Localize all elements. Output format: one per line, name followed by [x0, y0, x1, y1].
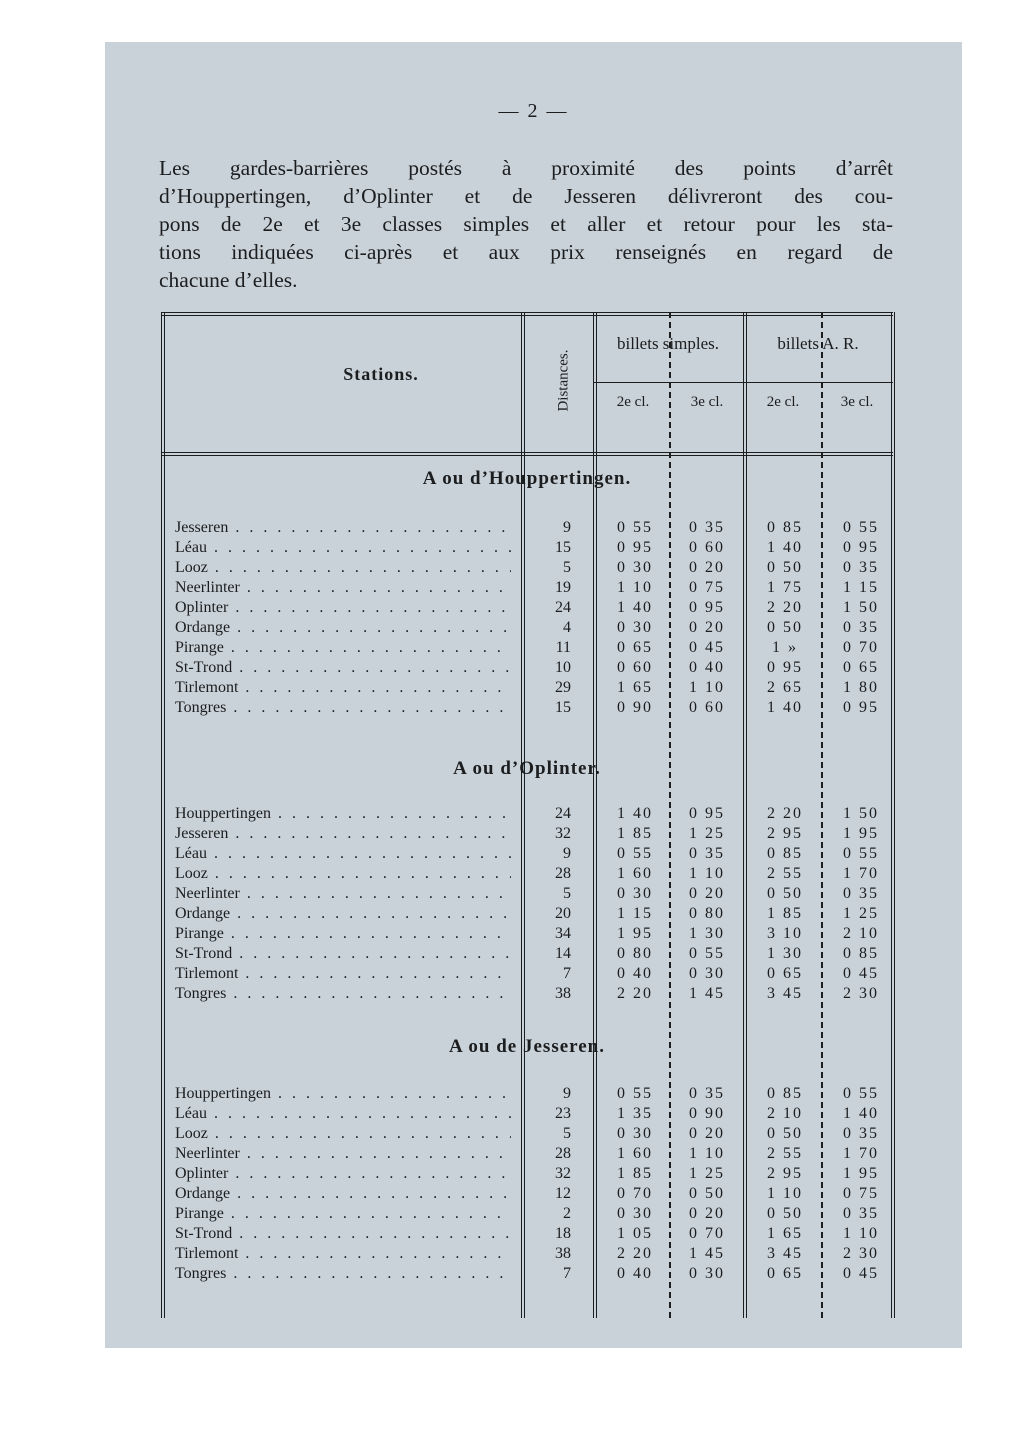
section-rows	[161, 1084, 893, 1284]
header-billets-ar: billets A. R.	[777, 334, 859, 353]
fare-ar-3e: 2 10	[843, 925, 879, 942]
intro-line: chacune d’elles.	[159, 268, 298, 292]
station-name: Oplinter . . .	[175, 598, 511, 618]
fare-simple-2e: 1 60	[617, 1145, 653, 1162]
station-name: Jesseren . . .	[175, 824, 511, 844]
table-row	[161, 964, 893, 984]
station-name: Jesseren . . .	[175, 518, 511, 538]
fare-simple-3e: 0 20	[689, 1125, 725, 1142]
fare-ar-2e: 0 50	[767, 885, 803, 902]
fare-ar-2e: 0 50	[767, 1125, 803, 1142]
distance-cell: 29	[555, 679, 571, 696]
table-row	[161, 698, 893, 718]
distance-cell: 2	[563, 1205, 571, 1222]
station-name: Tongres . . .	[175, 984, 511, 1004]
fare-ar-3e: 0 95	[843, 539, 879, 556]
fare-simple-2e: 0 65	[617, 639, 653, 656]
table-row	[161, 1244, 893, 1264]
fare-ar-2e: 0 95	[767, 659, 803, 676]
fare-ar-3e: 0 45	[843, 965, 879, 982]
distance-cell: 5	[563, 1125, 571, 1142]
fare-simple-2e: 1 10	[617, 579, 653, 596]
fare-ar-2e: 0 85	[767, 845, 803, 862]
fare-ar-3e: 0 35	[843, 619, 879, 636]
fare-simple-2e: 0 30	[617, 1205, 653, 1222]
header-billets-simples: billets simples.	[617, 334, 719, 353]
fare-ar-3e: 0 85	[843, 945, 879, 962]
station-name: Houppertingen . . .	[175, 804, 511, 824]
station-name: Tongres . . .	[175, 698, 511, 718]
station-name: Tirlemont . . .	[175, 678, 511, 698]
distance-cell: 28	[555, 865, 571, 882]
distance-cell: 7	[563, 965, 571, 982]
fare-simple-2e: 1 95	[617, 925, 653, 942]
fare-simple-3e: 0 60	[689, 699, 725, 716]
intro-line: pons de 2e et 3e classes simples et aller et retour pour les sta-	[159, 212, 893, 236]
fare-simple-3e: 0 35	[689, 519, 725, 536]
distance-cell: 7	[563, 1265, 571, 1282]
fare-ar-2e: 1 75	[767, 579, 803, 596]
fare-simple-2e: 2 20	[617, 1245, 653, 1262]
header-class: 3e cl.	[690, 394, 724, 410]
intro-line: d’Houppertingen, d’Oplinter et de Jesseren délivreront des cou-	[159, 184, 893, 208]
fare-simple-2e: 0 90	[617, 699, 653, 716]
fare-ar-2e: 3 10	[767, 925, 803, 942]
fare-ar-3e: 0 35	[843, 1205, 879, 1222]
fare-simple-3e: 1 25	[689, 825, 725, 842]
table-row	[161, 824, 893, 844]
table-row	[161, 638, 893, 658]
intro-line: tions indiquées ci-après et aux prix renseignés en regard de	[159, 240, 893, 264]
fare-ar-2e: 1 10	[767, 1185, 803, 1202]
fare-simple-2e: 0 60	[617, 659, 653, 676]
table-row	[161, 944, 893, 964]
table-row	[161, 1144, 893, 1164]
fare-simple-3e: 1 30	[689, 925, 725, 942]
table-row	[161, 1184, 893, 1204]
station-name: Houppertingen . . .	[175, 1084, 511, 1104]
fare-ar-3e: 1 80	[843, 679, 879, 696]
fare-ar-3e: 0 55	[843, 519, 879, 536]
station-name: Ordange . . .	[175, 904, 511, 924]
distance-cell: 19	[555, 579, 571, 596]
fare-ar-3e: 2 30	[843, 985, 879, 1002]
fare-simple-3e: 0 45	[689, 639, 725, 656]
fare-simple-3e: 0 95	[689, 805, 725, 822]
distance-cell: 5	[563, 559, 571, 576]
fare-simple-3e: 1 25	[689, 1165, 725, 1182]
intro-line: Les gardes-barrières postés à proximité des points d’arrêt	[159, 156, 893, 180]
table-row	[161, 658, 893, 678]
fare-ar-3e: 0 35	[843, 559, 879, 576]
fare-ar-3e: 0 35	[843, 885, 879, 902]
table-row	[161, 1264, 893, 1284]
page-number: — 2 —	[498, 100, 569, 122]
fare-simple-2e: 0 30	[617, 559, 653, 576]
distance-cell: 9	[563, 519, 571, 536]
table-row	[161, 984, 893, 1004]
station-name: St-Trond . . .	[175, 658, 511, 678]
fare-ar-2e: 3 45	[767, 1245, 803, 1262]
fare-ar-2e: 0 50	[767, 619, 803, 636]
fare-ar-3e: 0 95	[843, 699, 879, 716]
station-name: Ordange . . .	[175, 1184, 511, 1204]
station-name: Neerlinter . . .	[175, 884, 511, 904]
fare-simple-2e: 2 20	[617, 985, 653, 1002]
station-name: Léau . . .	[175, 844, 511, 864]
distance-cell: 9	[563, 845, 571, 862]
table-row	[161, 558, 893, 578]
fare-simple-3e: 0 35	[689, 845, 725, 862]
fare-simple-2e: 1 40	[617, 805, 653, 822]
fare-simple-2e: 1 15	[617, 905, 653, 922]
fare-ar-3e: 1 25	[843, 905, 879, 922]
fare-ar-3e: 0 55	[843, 845, 879, 862]
fare-simple-2e: 1 65	[617, 679, 653, 696]
fare-ar-2e: 1 40	[767, 699, 803, 716]
fare-ar-2e: 0 50	[767, 559, 803, 576]
fare-simple-2e: 0 40	[617, 965, 653, 982]
fare-simple-3e: 0 20	[689, 1205, 725, 1222]
fare-simple-3e: 0 55	[689, 945, 725, 962]
fare-ar-2e: 2 20	[767, 599, 803, 616]
section-title: A ou d’Houppertingen.	[422, 468, 632, 489]
fare-ar-3e: 1 70	[843, 865, 879, 882]
fare-simple-3e: 0 20	[689, 559, 725, 576]
table-row	[161, 804, 893, 824]
distance-cell: 32	[555, 825, 571, 842]
fare-ar-3e: 1 70	[843, 1145, 879, 1162]
distance-cell: 10	[555, 659, 571, 676]
header-class: 3e cl.	[840, 394, 874, 410]
fare-simple-3e: 1 45	[689, 985, 725, 1002]
fare-simple-2e: 0 80	[617, 945, 653, 962]
station-name: Looz . . .	[175, 1124, 511, 1144]
fare-simple-2e: 1 35	[617, 1105, 653, 1122]
section-title: A ou de Jesseren.	[449, 1036, 605, 1057]
station-name: St-Trond . . .	[175, 944, 511, 964]
table-row	[161, 578, 893, 598]
distance-cell: 32	[555, 1165, 571, 1182]
fare-simple-3e: 0 50	[689, 1185, 725, 1202]
fare-simple-2e: 0 95	[617, 539, 653, 556]
fare-ar-3e: 0 55	[843, 1085, 879, 1102]
fare-simple-3e: 0 95	[689, 599, 725, 616]
table-row	[161, 864, 893, 884]
distance-cell: 24	[555, 805, 571, 822]
fare-ar-2e: 1 »	[772, 639, 798, 656]
distance-cell: 15	[555, 539, 571, 556]
distance-cell: 28	[555, 1145, 571, 1162]
fare-simple-3e: 0 40	[689, 659, 725, 676]
table-row	[161, 904, 893, 924]
header-stations: Stations.	[343, 364, 419, 384]
distance-cell: 38	[555, 985, 571, 1002]
fare-simple-3e: 0 35	[689, 1085, 725, 1102]
scanned-page	[105, 42, 962, 1348]
table-row	[161, 1224, 893, 1244]
distance-cell: 15	[555, 699, 571, 716]
fare-simple-3e: 0 75	[689, 579, 725, 596]
fare-simple-3e: 0 30	[689, 1265, 725, 1282]
fare-ar-2e: 1 85	[767, 905, 803, 922]
station-name: Pirange . . .	[175, 924, 511, 944]
distance-cell: 11	[555, 639, 571, 656]
fare-simple-2e: 1 85	[617, 1165, 653, 1182]
station-name: Tirlemont . . .	[175, 964, 511, 984]
station-name: Tongres . . .	[175, 1264, 511, 1284]
fare-ar-3e: 1 95	[843, 825, 879, 842]
table-row	[161, 844, 893, 864]
fare-simple-3e: 0 90	[689, 1105, 725, 1122]
fare-ar-2e: 0 65	[767, 965, 803, 982]
distance-cell: 12	[555, 1185, 571, 1202]
table-row	[161, 1164, 893, 1184]
fare-ar-2e: 0 85	[767, 519, 803, 536]
fare-ar-3e: 1 15	[843, 579, 879, 596]
table-row	[161, 884, 893, 904]
distance-cell: 38	[555, 1245, 571, 1262]
distance-cell: 5	[563, 885, 571, 902]
fare-ar-2e: 2 20	[767, 805, 803, 822]
fare-ar-3e: 1 10	[843, 1225, 879, 1242]
fare-table	[161, 312, 893, 1318]
station-name: Looz . . .	[175, 864, 511, 884]
fare-ar-3e: 1 95	[843, 1165, 879, 1182]
distance-cell: 24	[555, 599, 571, 616]
station-name: Looz . . .	[175, 558, 511, 578]
table-row	[161, 1084, 893, 1104]
fare-simple-2e: 0 55	[617, 1085, 653, 1102]
station-name: Léau . . .	[175, 538, 511, 558]
station-name: Tirlemont . . .	[175, 1244, 511, 1264]
fare-simple-3e: 0 30	[689, 965, 725, 982]
fare-simple-2e: 0 30	[617, 619, 653, 636]
fare-simple-2e: 1 60	[617, 865, 653, 882]
fare-simple-2e: 1 05	[617, 1225, 653, 1242]
fare-simple-3e: 0 80	[689, 905, 725, 922]
fare-ar-3e: 1 40	[843, 1105, 879, 1122]
header-class: 2e cl.	[616, 394, 650, 410]
table-row	[161, 538, 893, 558]
fare-ar-3e: 0 70	[843, 639, 879, 656]
header-distances: Distances.	[555, 349, 572, 412]
station-name: Ordange . . .	[175, 618, 511, 638]
fare-ar-3e: 2 30	[843, 1245, 879, 1262]
station-name: Neerlinter . . .	[175, 578, 511, 598]
fare-ar-2e: 0 85	[767, 1085, 803, 1102]
distance-cell: 9	[563, 1085, 571, 1102]
table-row	[161, 598, 893, 618]
fare-ar-2e: 3 45	[767, 985, 803, 1002]
fare-simple-3e: 1 10	[689, 679, 725, 696]
section-title: A ou d’Oplinter.	[453, 758, 601, 779]
station-name: Neerlinter . . .	[175, 1144, 511, 1164]
fare-ar-2e: 1 30	[767, 945, 803, 962]
table-row	[161, 1104, 893, 1124]
fare-simple-3e: 1 10	[689, 1145, 725, 1162]
fare-simple-2e: 1 40	[617, 599, 653, 616]
fare-simple-3e: 0 20	[689, 619, 725, 636]
fare-ar-2e: 2 95	[767, 1165, 803, 1182]
station-name: Léau . . .	[175, 1104, 511, 1124]
fare-ar-2e: 2 65	[767, 679, 803, 696]
fare-simple-2e: 0 30	[617, 885, 653, 902]
fare-simple-3e: 0 60	[689, 539, 725, 556]
table-row	[161, 1204, 893, 1224]
fare-ar-2e: 2 55	[767, 1145, 803, 1162]
fare-ar-2e: 0 65	[767, 1265, 803, 1282]
table-row	[161, 618, 893, 638]
fare-simple-3e: 0 70	[689, 1225, 725, 1242]
fare-simple-2e: 0 70	[617, 1185, 653, 1202]
fare-ar-3e: 0 75	[843, 1185, 879, 1202]
station-name: St-Trond . . .	[175, 1224, 511, 1244]
fare-simple-2e: 0 30	[617, 1125, 653, 1142]
section-rows	[161, 518, 893, 718]
table-row	[161, 678, 893, 698]
fare-ar-3e: 0 35	[843, 1125, 879, 1142]
table-top-rule	[161, 312, 893, 316]
fare-ar-2e: 2 10	[767, 1105, 803, 1122]
fare-ar-3e: 0 45	[843, 1265, 879, 1282]
fare-ar-3e: 1 50	[843, 599, 879, 616]
fare-simple-2e: 0 55	[617, 845, 653, 862]
intro-paragraph	[159, 154, 893, 294]
distance-cell: 20	[555, 905, 571, 922]
section-rows	[161, 804, 893, 1004]
station-name: Pirange . . .	[175, 638, 511, 658]
fare-ar-2e: 2 95	[767, 825, 803, 842]
distance-cell: 34	[555, 925, 571, 942]
fare-ar-2e: 0 50	[767, 1205, 803, 1222]
header-bottom-rule	[161, 452, 893, 456]
table-row	[161, 1124, 893, 1144]
fare-simple-2e: 0 55	[617, 519, 653, 536]
station-name: Oplinter . . .	[175, 1164, 511, 1184]
distance-cell: 23	[555, 1105, 571, 1122]
table-row	[161, 924, 893, 944]
fare-simple-3e: 1 10	[689, 865, 725, 882]
fare-ar-3e: 0 65	[843, 659, 879, 676]
fare-simple-3e: 1 45	[689, 1245, 725, 1262]
fare-simple-2e: 1 85	[617, 825, 653, 842]
fare-ar-2e: 1 40	[767, 539, 803, 556]
station-name: Pirange . . .	[175, 1204, 511, 1224]
fare-simple-3e: 0 20	[689, 885, 725, 902]
fare-ar-2e: 2 55	[767, 865, 803, 882]
distance-cell: 18	[555, 1225, 571, 1242]
fare-simple-2e: 0 40	[617, 1265, 653, 1282]
distance-cell: 4	[563, 619, 571, 636]
fare-ar-2e: 1 65	[767, 1225, 803, 1242]
header-class: 2e cl.	[766, 394, 800, 410]
table-row	[161, 518, 893, 538]
fare-ar-3e: 1 50	[843, 805, 879, 822]
distance-cell: 14	[555, 945, 571, 962]
